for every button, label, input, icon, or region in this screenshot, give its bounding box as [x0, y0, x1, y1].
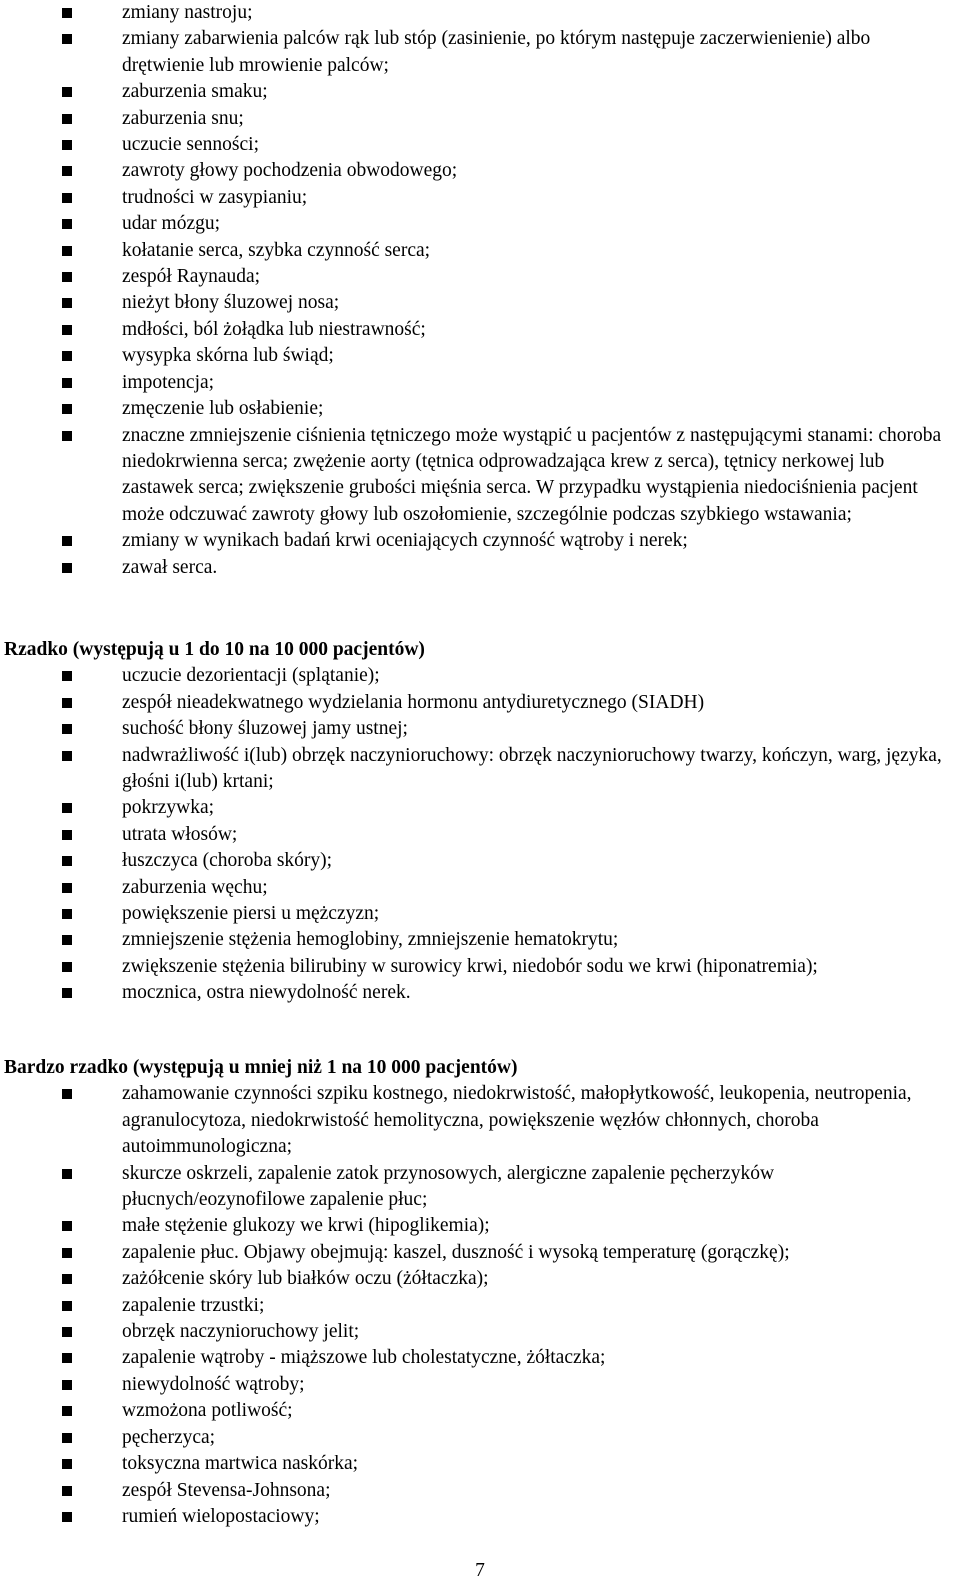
list-item: [0, 396, 960, 422]
list-item: [0, 1451, 960, 1477]
list-item-text: kołatanie serca, szybka czynność serca;: [122, 239, 431, 261]
list-item: [0, 423, 960, 529]
square-bullet-icon: [62, 883, 72, 893]
list-item: [0, 795, 960, 821]
list-item-text: zapalenie wątroby - miąższowe lub cholestatyczne, żółtaczka;: [122, 1347, 606, 1369]
square-bullet-icon: [62, 1169, 72, 1179]
rare-side-effects-list: [0, 663, 960, 1006]
list-item-text: zespół Raynauda;: [122, 266, 261, 288]
list-item: [0, 238, 960, 264]
list-item: [0, 1478, 960, 1504]
square-bullet-icon: [62, 1353, 72, 1363]
square-bullet-icon: [62, 378, 72, 388]
list-item: [0, 158, 960, 184]
list-item: [0, 954, 960, 980]
square-bullet-icon: [62, 114, 72, 124]
list-item-text: zmęczenie lub osłabienie;: [122, 398, 324, 420]
list-item: [0, 1081, 960, 1160]
square-bullet-icon: [62, 563, 72, 573]
list-item: [0, 690, 960, 716]
list-item-text: suchość błony śluzowej jamy ustnej;: [122, 718, 408, 740]
list-item: [0, 1319, 960, 1345]
list-item-text: zmiany zabarwienia palców rąk lub stóp (zasinienie, po którym następuje zaczerwienienie) albo drętwienie lub mrowienie palców;: [122, 28, 871, 76]
list-item-text: mocznica, ostra niewydolność nerek.: [122, 982, 411, 1004]
list-item-text: skurcze oskrzeli, zapalenie zatok przynosowych, alergiczne zapalenie pęcherzyków płucnych/eozynofilowe zapalenie płuc;: [122, 1162, 775, 1211]
list-item: [0, 264, 960, 290]
square-bullet-icon: [62, 1089, 72, 1099]
square-bullet-icon: [62, 671, 72, 681]
page-number: 7: [475, 1560, 485, 1581]
list-item-text: zespół nieadekwatnego wydzielania hormonu antydiuretycznego (SIADH): [122, 691, 705, 713]
list-item-text: nadwrażliwość i(lub) obrzęk naczynioruchowy: obrzęk naczynioruchowy twarzy, kończyn, warg, języka, głośni i(lub) krtani;: [122, 744, 942, 793]
list-item-text: zawroty głowy pochodzenia obwodowego;: [122, 160, 458, 182]
list-item-text: wzmożona potliwość;: [122, 1400, 293, 1422]
list-item-text: uczucie senności;: [122, 134, 259, 156]
list-item-text: obrzęk naczynioruchowy jelit;: [122, 1321, 360, 1343]
list-item: [0, 1504, 960, 1530]
list-item: [0, 822, 960, 848]
square-bullet-icon: [62, 1301, 72, 1311]
list-item-text: zawał serca.: [122, 556, 218, 578]
list-item: [0, 1372, 960, 1398]
section-continued: [0, 0, 960, 581]
list-item: [0, 1398, 960, 1424]
list-item-text: pokrzywka;: [122, 797, 215, 819]
list-item: [0, 927, 960, 953]
list-item: [0, 1213, 960, 1239]
list-item-text: zapalenie płuc. Objawy obejmują: kaszel, duszność i wysoką temperaturę (gorączkę);: [122, 1241, 790, 1263]
square-bullet-icon: [62, 962, 72, 972]
square-bullet-icon: [62, 404, 72, 414]
list-item-text: uczucie dezorientacji (splątanie);: [122, 665, 380, 687]
list-item-text: łuszczyca (choroba skóry);: [122, 850, 333, 872]
list-item-text: toksyczna martwica naskórka;: [122, 1453, 359, 1475]
list-item-text: zmiany w wynikach badań krwi oceniających czynność wątroby i nerek;: [122, 530, 688, 552]
list-item: [0, 743, 960, 796]
list-item: [0, 106, 960, 132]
list-item: [0, 555, 960, 581]
list-item: [0, 716, 960, 742]
square-bullet-icon: [62, 1274, 72, 1284]
list-item-text: nieżyt błony śluzowej nosa;: [122, 292, 340, 314]
square-bullet-icon: [62, 935, 72, 945]
list-item-text: trudności w zasypianiu;: [122, 186, 308, 208]
list-item-text: zespół Stevensa-Johnsona;: [122, 1479, 331, 1501]
list-item-text: rumień wielopostaciowy;: [122, 1505, 320, 1527]
side-effects-list: [0, 0, 960, 581]
list-item: [0, 1161, 960, 1214]
list-item: [0, 370, 960, 396]
list-item-text: niewydolność wątroby;: [122, 1373, 305, 1395]
list-item: [0, 0, 960, 26]
list-item: [0, 980, 960, 1006]
square-bullet-icon: [62, 1221, 72, 1231]
list-item: [0, 79, 960, 105]
list-item-text: impotencja;: [122, 371, 215, 393]
square-bullet-icon: [62, 536, 72, 546]
square-bullet-icon: [62, 87, 72, 97]
square-bullet-icon: [62, 246, 72, 256]
square-bullet-icon: [62, 1406, 72, 1416]
list-item-text: zapalenie trzustki;: [122, 1294, 265, 1316]
square-bullet-icon: [62, 1248, 72, 1258]
list-item-text: wysypka skórna lub świąd;: [122, 345, 334, 367]
square-bullet-icon: [62, 272, 72, 282]
very-rare-side-effects-list: [0, 1081, 960, 1530]
section-heading-very-rare: Bardzo rzadko (występują u mniej niż 1 na 10 000 pacjentów): [4, 1057, 518, 1078]
list-item-text: pęcherzyca;: [122, 1426, 216, 1448]
list-item: [0, 1266, 960, 1292]
list-item-text: zahamowanie czynności szpiku kostnego, niedokrwistość, małopłytkowość, leukopenia, neutropenia, agranulocytoza, niedokrwistość hemolityczna, powiększenie węzłów chłonnych, choroba autoimmunologiczna;: [122, 1083, 912, 1158]
list-item-text: zaburzenia węchu;: [122, 876, 268, 898]
list-item-text: zwiększenie stężenia bilirubiny w surowicy krwi, niedobór sodu we krwi (hiponatremia);: [122, 955, 818, 977]
square-bullet-icon: [62, 830, 72, 840]
list-item: [0, 317, 960, 343]
square-bullet-icon: [62, 351, 72, 361]
list-item-text: powiększenie piersi u mężczyzn;: [122, 903, 380, 925]
list-item-text: zaburzenia snu;: [122, 107, 244, 129]
square-bullet-icon: [62, 298, 72, 308]
list-item: [0, 901, 960, 927]
square-bullet-icon: [62, 431, 72, 441]
list-item: [0, 875, 960, 901]
list-item: [0, 185, 960, 211]
square-bullet-icon: [62, 698, 72, 708]
list-item: [0, 1293, 960, 1319]
list-item-text: znaczne zmniejszenie ciśnienia tętniczego może wystąpić u pacjentów z następującymi stanami: choroba niedokrwienna serca; zwężenie aorty (tętnica odprowadzająca krew z serca), tętnicy nerkowej lub zastawek serca; zwiększenie grubości mięśnia serca. W przypadku wystąpienia niedociśnienia pacjent może odczuwać zawroty głowy lub oszołomienie, szczególnie podczas szybkiego wstawania;: [122, 424, 942, 525]
list-item: [0, 848, 960, 874]
list-item-text: zażółcenie skóry lub białków oczu (żółtaczka);: [122, 1268, 489, 1290]
square-bullet-icon: [62, 988, 72, 998]
section-rare: [0, 637, 960, 1007]
square-bullet-icon: [62, 193, 72, 203]
section-very-rare: [0, 1055, 960, 1530]
list-item: [0, 132, 960, 158]
square-bullet-icon: [62, 724, 72, 734]
square-bullet-icon: [62, 1327, 72, 1337]
list-item-text: zmiany nastroju;: [122, 2, 253, 23]
square-bullet-icon: [62, 166, 72, 176]
square-bullet-icon: [62, 34, 72, 44]
square-bullet-icon: [62, 8, 72, 18]
square-bullet-icon: [62, 1459, 72, 1469]
list-item-text: zmniejszenie stężenia hemoglobiny, zmniejszenie hematokrytu;: [122, 929, 619, 951]
square-bullet-icon: [62, 1380, 72, 1390]
list-item: [0, 211, 960, 237]
list-item: [0, 663, 960, 689]
list-item: [0, 343, 960, 369]
list-item: [0, 1345, 960, 1371]
list-item-text: udar mózgu;: [122, 213, 221, 235]
square-bullet-icon: [62, 751, 72, 761]
list-item-text: utrata włosów;: [122, 823, 238, 845]
square-bullet-icon: [62, 909, 72, 919]
list-item: [0, 1240, 960, 1266]
square-bullet-icon: [62, 856, 72, 866]
list-item-text: zaburzenia smaku;: [122, 81, 268, 103]
list-item: [0, 290, 960, 316]
list-item-text: mdłości, ból żołądka lub niestrawność;: [122, 318, 426, 340]
square-bullet-icon: [62, 1512, 72, 1522]
square-bullet-icon: [62, 803, 72, 813]
square-bullet-icon: [62, 1486, 72, 1496]
list-item: [0, 1425, 960, 1451]
list-item: [0, 26, 960, 79]
list-item: [0, 528, 960, 554]
section-heading-rare: Rzadko (występują u 1 do 10 na 10 000 pacjentów): [4, 639, 425, 660]
square-bullet-icon: [62, 1433, 72, 1443]
square-bullet-icon: [62, 140, 72, 150]
square-bullet-icon: [62, 325, 72, 335]
list-item-text: małe stężenie glukozy we krwi (hipoglikemia);: [122, 1215, 490, 1237]
square-bullet-icon: [62, 219, 72, 229]
